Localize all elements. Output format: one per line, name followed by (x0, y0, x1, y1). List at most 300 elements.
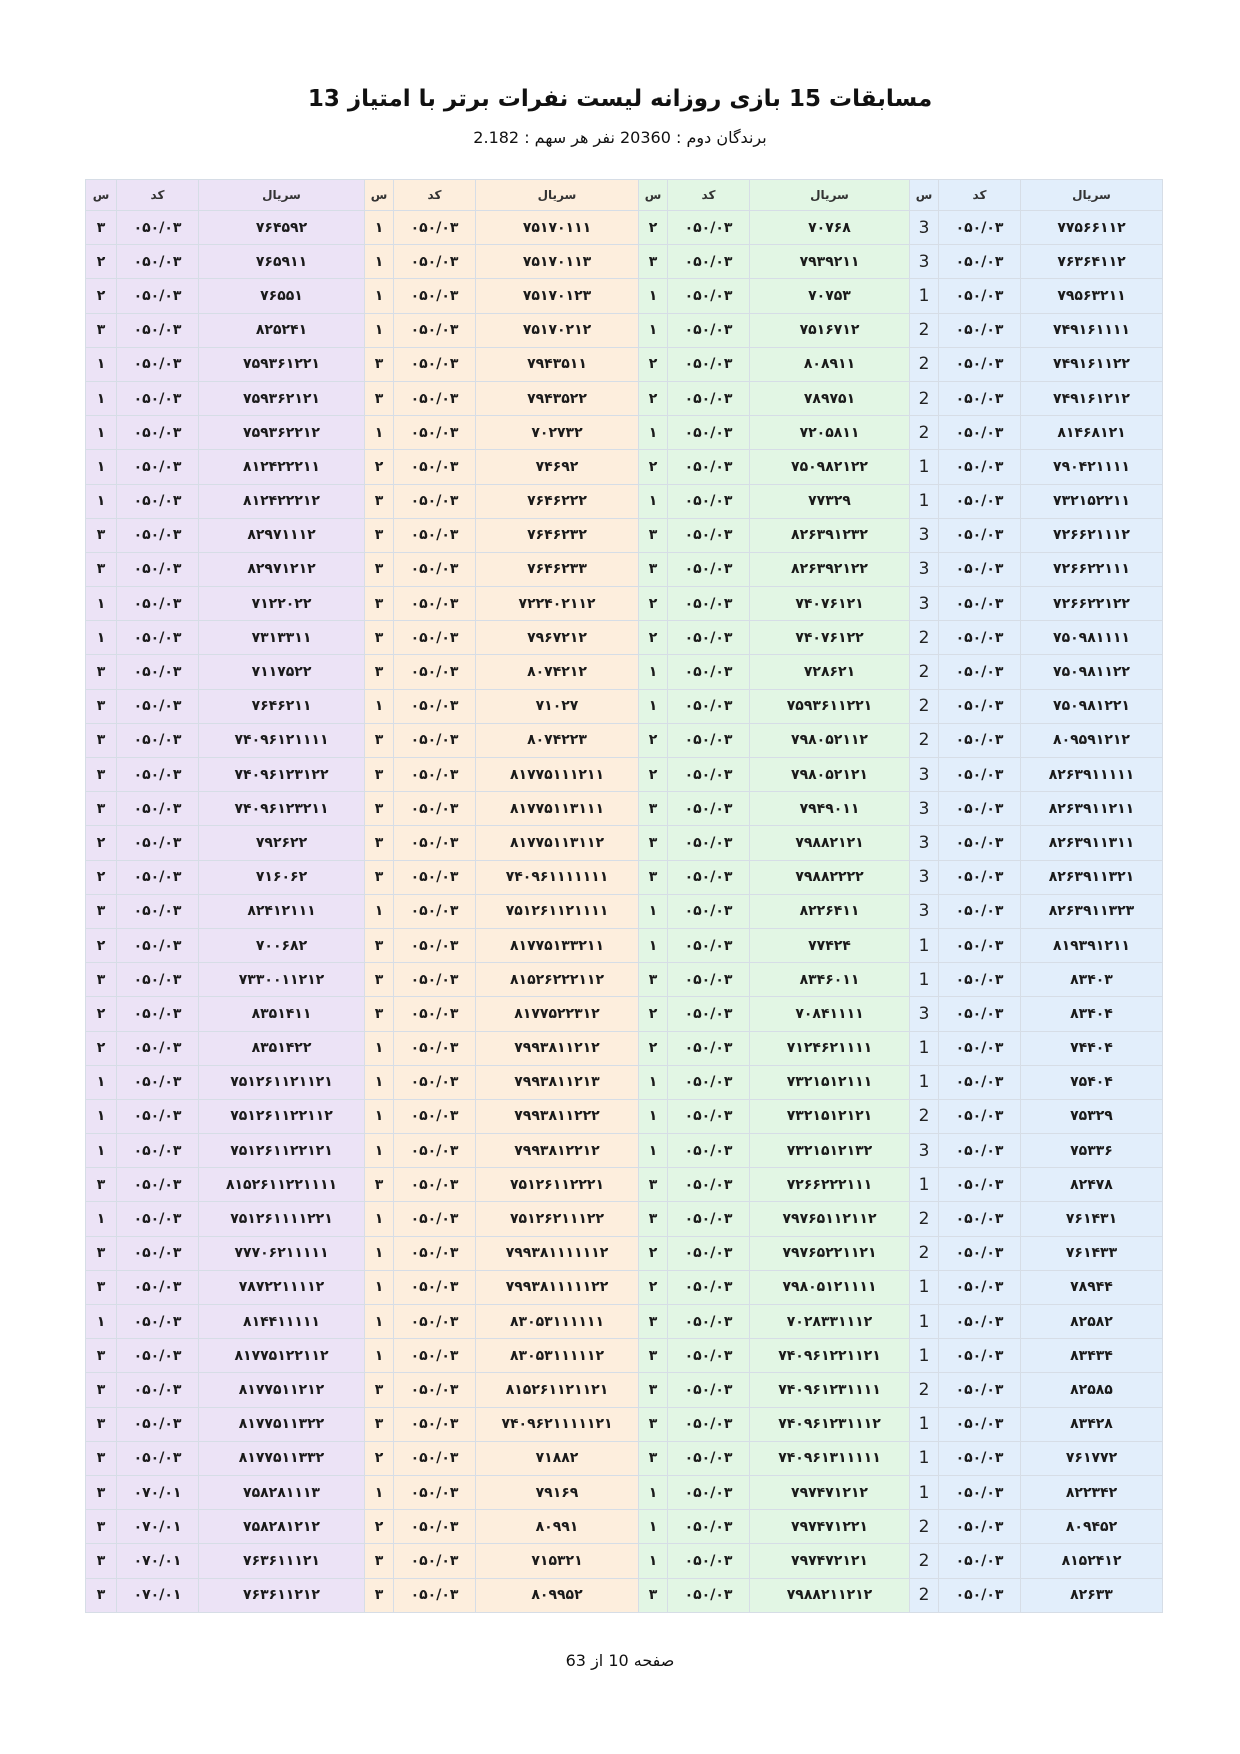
code-cell: ۰۵۰/۰۳ (939, 1544, 1021, 1578)
serial-cell: ۷۷۷۰۶۲۱۱۱۱۱ (199, 1236, 365, 1270)
serial-cell: ۷۵۱۶۷۱۲ (750, 313, 910, 347)
page-number: صفحه 10 از 63 (565, 1651, 675, 1670)
code-cell: ۰۵۰/۰۳ (668, 1305, 750, 1339)
code-cell: ۰۵۰/۰۳ (394, 1305, 476, 1339)
serial-cell: ۷۱۲۴۶۲۱۱۱۱ (750, 1031, 910, 1065)
code-cell: ۰۵۰/۰۳ (394, 1065, 476, 1099)
code-cell: ۰۵۰/۰۳ (939, 484, 1021, 518)
serial-cell: ۸۱۵۲۶۲۲۲۱۱۲ (476, 963, 639, 997)
code-cell: ۰۵۰/۰۳ (394, 1544, 476, 1578)
code-cell: ۰۵۰/۰۳ (394, 245, 476, 279)
code-cell: ۰۵۰/۰۳ (939, 1134, 1021, 1168)
s-cell: ۳ (365, 381, 394, 415)
serial-cell: ۸۱۷۷۵۱۱۳۲۲ (199, 1407, 365, 1441)
table-row (86, 1270, 1163, 1304)
s-cell: 3 (910, 860, 939, 894)
s-cell: ۳ (86, 894, 117, 928)
s-cell: ۱ (86, 1305, 117, 1339)
s-cell: ۳ (86, 1236, 117, 1270)
s-cell: ۱ (86, 416, 117, 450)
page-title: مسابقات 15 بازی روزانه لیست نفرات برتر با امتیاز 13 (307, 86, 933, 112)
serial-cell: ۸۲۶۳۹۱۱۲۱۱ (1021, 792, 1163, 826)
serial-cell: ۸۲۶۳۳ (1021, 1578, 1163, 1612)
code-cell: ۰۵۰/۰۳ (117, 1407, 199, 1441)
table-row (86, 1373, 1163, 1407)
serial-cell: ۷۴۰۹۶۱۲۳۱۲۲ (199, 758, 365, 792)
s-cell: ۳ (365, 655, 394, 689)
code-cell: ۰۵۰/۰۳ (117, 416, 199, 450)
code-cell: ۰۵۰/۰۳ (394, 1270, 476, 1304)
s-cell: ۳ (86, 1441, 117, 1475)
code-cell: ۰۵۰/۰۳ (394, 484, 476, 518)
serial-cell: ۷۴۰۷۶۱۲۲ (750, 621, 910, 655)
serial-cell: ۷۶۵۵۱ (199, 279, 365, 313)
s-cell: 1 (910, 450, 939, 484)
serial-cell: ۷۶۴۶۲۱۱ (199, 689, 365, 723)
table-row (86, 963, 1163, 997)
code-cell: ۰۵۰/۰۳ (117, 621, 199, 655)
serial-cell: ۷۴۹۱۶۱۱۱۱ (1021, 313, 1163, 347)
code-cell: ۰۵۰/۰۳ (117, 1134, 199, 1168)
code-cell: ۰۵۰/۰۳ (117, 484, 199, 518)
serial-cell: ۷۴۹۱۶۱۱۲۲ (1021, 347, 1163, 381)
serial-cell: ۷۹۹۳۸۱۱۲۱۳ (476, 1065, 639, 1099)
serial-cell: ۷۹۷۶۵۲۲۱۱۲۱ (750, 1236, 910, 1270)
table-row (86, 997, 1163, 1031)
code-cell: ۰۵۰/۰۳ (668, 1339, 750, 1373)
s-cell: 1 (910, 1168, 939, 1202)
s-cell: ۲ (86, 826, 117, 860)
serial-cell: ۷۵۹۳۶۲۲۱۲ (199, 416, 365, 450)
s-cell: ۱ (365, 416, 394, 450)
header-s: س (86, 180, 117, 211)
serial-cell: ۸۰۷۴۲۲۳ (476, 723, 639, 757)
s-cell: ۳ (365, 758, 394, 792)
serial-cell: ۷۹۷۴۷۲۱۲۱ (750, 1544, 910, 1578)
serial-cell: ۷۸۷۲۲۱۱۱۱۲ (199, 1270, 365, 1304)
serial-cell: ۸۱۷۷۵۱۳۳۲۱۱ (476, 928, 639, 962)
s-cell: 2 (910, 347, 939, 381)
table-row (86, 587, 1163, 621)
serial-cell: ۷۵۹۳۶۱۲۲۱ (199, 347, 365, 381)
serial-cell: ۷۴۰۹۶۱۱۱۱۱۱۱ (476, 860, 639, 894)
code-cell: ۰۵۰/۰۳ (668, 450, 750, 484)
code-cell: ۰۵۰/۰۳ (394, 1578, 476, 1612)
s-cell: ۳ (365, 552, 394, 586)
code-cell: ۰۷۰/۰۱ (117, 1544, 199, 1578)
s-cell: ۱ (86, 347, 117, 381)
code-cell: ۰۵۰/۰۳ (394, 1407, 476, 1441)
serial-cell: ۷۰۸۴۱۱۱۱ (750, 997, 910, 1031)
code-cell: ۰۵۰/۰۳ (117, 1441, 199, 1475)
serial-cell: ۷۹۷۴۷۱۲۱۲ (750, 1475, 910, 1509)
code-cell: ۰۵۰/۰۳ (668, 655, 750, 689)
serial-cell: ۷۶۴۶۲۳۲ (476, 518, 639, 552)
serial-cell: ۷۵۱۲۶۱۱۲۲۲۱ (476, 1168, 639, 1202)
serial-cell: ۸۳۴۲۸ (1021, 1407, 1163, 1441)
serial-cell: ۸۱۵۲۶۱۱۲۱۱۲۱ (476, 1373, 639, 1407)
code-cell: ۰۵۰/۰۳ (394, 1441, 476, 1475)
s-cell: ۳ (639, 1441, 668, 1475)
serial-cell: ۷۹۶۷۲۱۲ (476, 621, 639, 655)
code-cell: ۰۵۰/۰۳ (939, 723, 1021, 757)
code-cell: ۰۵۰/۰۳ (939, 792, 1021, 826)
serial-cell: ۸۱۷۷۵۱۱۳۳۲ (199, 1441, 365, 1475)
s-cell: ۳ (639, 792, 668, 826)
s-cell: ۱ (365, 1339, 394, 1373)
serial-cell: ۷۱۶۰۶۲ (199, 860, 365, 894)
serial-cell: ۷۹۰۴۲۱۱۱۱ (1021, 450, 1163, 484)
table-header-row (86, 180, 1163, 211)
code-cell: ۰۵۰/۰۳ (668, 1031, 750, 1065)
code-cell: ۰۵۰/۰۳ (939, 1339, 1021, 1373)
serial-cell: ۸۲۲۳۴۲ (1021, 1475, 1163, 1509)
s-cell: ۳ (639, 1202, 668, 1236)
s-cell: 2 (910, 1236, 939, 1270)
code-cell: ۰۵۰/۰۳ (668, 1544, 750, 1578)
s-cell: ۱ (639, 1065, 668, 1099)
code-cell: ۰۵۰/۰۳ (668, 1407, 750, 1441)
s-cell: ۳ (86, 758, 117, 792)
s-cell: ۱ (365, 1065, 394, 1099)
s-cell: ۳ (86, 518, 117, 552)
code-cell: ۰۵۰/۰۳ (117, 758, 199, 792)
table-row (86, 1578, 1163, 1612)
table-row (86, 1407, 1163, 1441)
code-cell: ۰۵۰/۰۳ (117, 860, 199, 894)
serial-cell: ۷۶۱۷۷۲ (1021, 1441, 1163, 1475)
s-cell: ۳ (365, 518, 394, 552)
serial-cell: ۸۱۵۲۶۱۱۲۲۱۱۱۱ (199, 1168, 365, 1202)
header-code: کد (117, 180, 199, 211)
s-cell: 2 (910, 689, 939, 723)
code-cell: ۰۵۰/۰۳ (668, 1065, 750, 1099)
s-cell: ۲ (639, 758, 668, 792)
s-cell: ۳ (365, 621, 394, 655)
s-cell: ۱ (365, 1202, 394, 1236)
code-cell: ۰۵۰/۰۳ (939, 1305, 1021, 1339)
s-cell: ۳ (365, 347, 394, 381)
s-cell: 3 (910, 826, 939, 860)
serial-cell: ۸۱۷۷۵۲۲۳۱۲ (476, 997, 639, 1031)
serial-cell: ۷۵۹۳۶۱۱۲۲۱ (750, 689, 910, 723)
s-cell: ۳ (86, 1544, 117, 1578)
s-cell: ۳ (86, 723, 117, 757)
code-cell: ۰۵۰/۰۳ (939, 758, 1021, 792)
s-cell: ۱ (365, 1236, 394, 1270)
s-cell: ۳ (639, 552, 668, 586)
table-row (86, 518, 1163, 552)
code-cell: ۰۵۰/۰۳ (394, 1236, 476, 1270)
serial-cell: ۷۹۹۳۸۱۱۱۱۱۱۲ (476, 1236, 639, 1270)
s-cell: 2 (910, 1202, 939, 1236)
code-cell: ۰۵۰/۰۳ (394, 381, 476, 415)
serial-cell: ۸۳۰۵۳۱۱۱۱۱۱ (476, 1305, 639, 1339)
code-cell: ۰۵۰/۰۳ (394, 621, 476, 655)
s-cell: ۳ (639, 1305, 668, 1339)
table-row (86, 758, 1163, 792)
table-row (86, 279, 1163, 313)
serial-cell: ۷۰۷۶۸ (750, 211, 910, 245)
code-cell: ۰۵۰/۰۳ (668, 1270, 750, 1304)
serial-cell: ۷۲۶۶۲۲۱۱۱ (1021, 552, 1163, 586)
s-cell: ۱ (86, 1065, 117, 1099)
code-cell: ۰۵۰/۰۳ (939, 621, 1021, 655)
s-cell: ۳ (365, 723, 394, 757)
code-cell: ۰۵۰/۰۳ (668, 963, 750, 997)
s-cell: ۳ (639, 1407, 668, 1441)
table-row (86, 792, 1163, 826)
code-cell: ۰۵۰/۰۳ (668, 894, 750, 928)
serial-cell: ۷۴۹۱۶۱۲۱۲ (1021, 381, 1163, 415)
s-cell: ۱ (639, 484, 668, 518)
serial-cell: ۷۵۱۷۰۲۱۲ (476, 313, 639, 347)
serial-cell: ۷۵۸۲۸۱۲۱۲ (199, 1510, 365, 1544)
code-cell: ۰۵۰/۰۳ (117, 928, 199, 962)
code-cell: ۰۵۰/۰۳ (939, 689, 1021, 723)
code-cell: ۰۵۰/۰۳ (668, 928, 750, 962)
serial-cell: ۷۵۱۲۶۱۱۱۱۲۲۱ (199, 1202, 365, 1236)
s-cell: ۲ (639, 1236, 668, 1270)
s-cell: 1 (910, 963, 939, 997)
s-cell: ۱ (86, 621, 117, 655)
s-cell: ۳ (86, 1339, 117, 1373)
serial-cell: ۷۹۴۹۰۱۱ (750, 792, 910, 826)
s-cell: ۲ (86, 928, 117, 962)
s-cell: 3 (910, 758, 939, 792)
serial-cell: ۸۱۷۷۵۱۱۱۲۱۱ (476, 758, 639, 792)
serial-cell: ۷۴۰۹۶۱۲۲۱۱۲۱ (750, 1339, 910, 1373)
serial-cell: ۷۵۳۲۹ (1021, 1099, 1163, 1133)
serial-cell: ۸۲۶۳۹۱۱۱۱۱ (1021, 758, 1163, 792)
table-row (86, 1202, 1163, 1236)
table-row (86, 381, 1163, 415)
s-cell: ۱ (639, 1099, 668, 1133)
serial-cell: ۷۹۸۰۵۲۱۱۲ (750, 723, 910, 757)
code-cell: ۰۵۰/۰۳ (668, 1168, 750, 1202)
s-cell: ۳ (86, 1168, 117, 1202)
code-cell: ۰۷۰/۰۱ (117, 1475, 199, 1509)
code-cell: ۰۵۰/۰۳ (668, 313, 750, 347)
serial-cell: ۸۲۴۱۲۱۱۱ (199, 894, 365, 928)
s-cell: ۳ (86, 963, 117, 997)
code-cell: ۰۵۰/۰۳ (939, 1441, 1021, 1475)
code-cell: ۰۵۰/۰۳ (394, 450, 476, 484)
serial-cell: ۷۵۱۲۶۲۱۱۱۲۲ (476, 1202, 639, 1236)
code-cell: ۰۵۰/۰۳ (117, 450, 199, 484)
table-row (86, 1510, 1163, 1544)
s-cell: 1 (910, 1065, 939, 1099)
table-row (86, 450, 1163, 484)
code-cell: ۰۵۰/۰۳ (394, 792, 476, 826)
code-cell: ۰۵۰/۰۳ (668, 792, 750, 826)
code-cell: ۰۵۰/۰۳ (668, 552, 750, 586)
serial-cell: ۷۱۵۳۲۱ (476, 1544, 639, 1578)
s-cell: ۳ (365, 928, 394, 962)
s-cell: ۳ (639, 518, 668, 552)
s-cell: ۳ (365, 792, 394, 826)
code-cell: ۰۵۰/۰۳ (394, 689, 476, 723)
serial-cell: ۷۶۱۴۳۳ (1021, 1236, 1163, 1270)
s-cell: ۲ (639, 587, 668, 621)
serial-cell: ۸۰۷۴۲۱۲ (476, 655, 639, 689)
serial-cell: ۷۹۵۶۳۲۱۱ (1021, 279, 1163, 313)
serial-cell: ۷۶۵۹۱۱ (199, 245, 365, 279)
code-cell: ۰۵۰/۰۳ (939, 826, 1021, 860)
serial-cell: ۸۱۷۷۵۱۱۲۱۲ (199, 1373, 365, 1407)
table-row (86, 1099, 1163, 1133)
s-cell: 3 (910, 1134, 939, 1168)
serial-cell: ۷۵۴۰۴ (1021, 1065, 1163, 1099)
s-cell: 3 (910, 587, 939, 621)
s-cell: 2 (910, 1578, 939, 1612)
code-cell: ۰۵۰/۰۳ (117, 552, 199, 586)
s-cell: ۳ (365, 826, 394, 860)
s-cell: ۱ (365, 1305, 394, 1339)
serial-cell: ۷۷۳۲۹ (750, 484, 910, 518)
s-cell: ۲ (86, 279, 117, 313)
s-cell: ۱ (365, 1099, 394, 1133)
serial-cell: ۷۴۰۷۶۱۲۱ (750, 587, 910, 621)
s-cell: 3 (910, 211, 939, 245)
s-cell: ۳ (86, 1475, 117, 1509)
s-cell: ۲ (365, 450, 394, 484)
code-cell: ۰۵۰/۰۳ (668, 211, 750, 245)
code-cell: ۰۵۰/۰۳ (668, 1236, 750, 1270)
table-row (86, 313, 1163, 347)
s-cell: 2 (910, 1510, 939, 1544)
code-cell: ۰۵۰/۰۳ (939, 416, 1021, 450)
s-cell: ۳ (86, 313, 117, 347)
table-row (86, 689, 1163, 723)
serial-cell: ۸۱۴۴۱۱۱۱۱ (199, 1305, 365, 1339)
serial-cell: ۷۰۲۸۳۳۱۱۱۲ (750, 1305, 910, 1339)
s-cell: ۲ (639, 1031, 668, 1065)
s-cell: ۳ (86, 211, 117, 245)
serial-cell: ۸۲۵۸۲ (1021, 1305, 1163, 1339)
serial-cell: ۸۱۵۲۴۱۲ (1021, 1544, 1163, 1578)
code-cell: ۰۵۰/۰۳ (939, 1031, 1021, 1065)
s-cell: ۱ (365, 1270, 394, 1304)
code-cell: ۰۵۰/۰۳ (939, 1236, 1021, 1270)
code-cell: ۰۵۰/۰۳ (117, 1373, 199, 1407)
code-cell: ۰۵۰/۰۳ (668, 1373, 750, 1407)
s-cell: ۱ (86, 484, 117, 518)
code-cell: ۰۵۰/۰۳ (939, 655, 1021, 689)
code-cell: ۰۵۰/۰۳ (668, 1099, 750, 1133)
table-body (86, 211, 1163, 1613)
code-cell: ۰۵۰/۰۳ (668, 997, 750, 1031)
s-cell: ۲ (639, 450, 668, 484)
serial-cell: ۷۹۴۳۵۲۲ (476, 381, 639, 415)
code-cell: ۰۵۰/۰۳ (117, 826, 199, 860)
code-cell: ۰۵۰/۰۳ (668, 860, 750, 894)
code-cell: ۰۵۰/۰۳ (394, 552, 476, 586)
serial-cell: ۸۲۴۷۸ (1021, 1168, 1163, 1202)
code-cell: ۰۵۰/۰۳ (939, 313, 1021, 347)
serial-cell: ۷۷۴۲۴ (750, 928, 910, 962)
s-cell: 1 (910, 1270, 939, 1304)
code-cell: ۰۵۰/۰۳ (117, 689, 199, 723)
table-row (86, 484, 1163, 518)
code-cell: ۰۵۰/۰۳ (394, 997, 476, 1031)
s-cell: 2 (910, 416, 939, 450)
code-cell: ۰۵۰/۰۳ (939, 997, 1021, 1031)
s-cell: ۳ (365, 1544, 394, 1578)
table-row (86, 723, 1163, 757)
s-cell: 3 (910, 792, 939, 826)
serial-cell: ۷۹۱۶۹ (476, 1475, 639, 1509)
serial-cell: ۷۴۶۹۲ (476, 450, 639, 484)
serial-cell: ۸۱۴۶۸۱۲۱ (1021, 416, 1163, 450)
serial-cell: ۷۶۳۶۱۱۱۲۱ (199, 1544, 365, 1578)
s-cell: ۳ (365, 1168, 394, 1202)
s-cell: ۳ (86, 1510, 117, 1544)
code-cell: ۰۵۰/۰۳ (117, 1270, 199, 1304)
code-cell: ۰۵۰/۰۳ (668, 689, 750, 723)
s-cell: 1 (910, 279, 939, 313)
code-cell: ۰۵۰/۰۳ (117, 587, 199, 621)
s-cell: ۳ (639, 963, 668, 997)
code-cell: ۰۵۰/۰۳ (117, 1236, 199, 1270)
serial-cell: ۷۲۸۶۲۱ (750, 655, 910, 689)
code-cell: ۰۵۰/۰۳ (117, 381, 199, 415)
table-row (86, 347, 1163, 381)
s-cell: ۳ (86, 655, 117, 689)
s-cell: ۱ (86, 1134, 117, 1168)
s-cell: ۳ (86, 552, 117, 586)
code-cell: ۰۵۰/۰۳ (394, 313, 476, 347)
s-cell: ۳ (86, 1373, 117, 1407)
s-cell: 1 (910, 484, 939, 518)
header-serial: سریال (1021, 180, 1163, 211)
s-cell: ۳ (365, 997, 394, 1031)
code-cell: ۰۵۰/۰۳ (394, 894, 476, 928)
code-cell: ۰۵۰/۰۳ (939, 1065, 1021, 1099)
code-cell: ۰۵۰/۰۳ (668, 621, 750, 655)
s-cell: ۱ (86, 1099, 117, 1133)
s-cell: 3 (910, 894, 939, 928)
s-cell: ۱ (365, 689, 394, 723)
s-cell: ۲ (639, 621, 668, 655)
serial-cell: ۷۲۶۶۲۲۲۱۱۱ (750, 1168, 910, 1202)
s-cell: ۲ (86, 997, 117, 1031)
serial-cell: ۷۲۶۶۲۲۱۲۲ (1021, 587, 1163, 621)
s-cell: 3 (910, 997, 939, 1031)
s-cell: ۱ (86, 381, 117, 415)
s-cell: ۲ (86, 860, 117, 894)
serial-cell: ۸۲۶۳۹۱۱۳۲۱ (1021, 860, 1163, 894)
serial-cell: ۷۵۱۲۶۱۱۲۲۱۱۲ (199, 1099, 365, 1133)
serial-cell: ۷۳۱۳۳۱۱ (199, 621, 365, 655)
serial-cell: ۷۳۲۱۵۱۲۱۲۱ (750, 1099, 910, 1133)
code-cell: ۰۵۰/۰۳ (117, 347, 199, 381)
code-cell: ۰۵۰/۰۳ (939, 279, 1021, 313)
code-cell: ۰۵۰/۰۳ (939, 347, 1021, 381)
serial-cell: ۷۲۲۴۰۲۱۱۲ (476, 587, 639, 621)
header-code: کد (668, 180, 750, 211)
s-cell: ۲ (365, 1510, 394, 1544)
s-cell: ۲ (639, 347, 668, 381)
code-cell: ۰۵۰/۰۳ (394, 1339, 476, 1373)
table-row (86, 1544, 1163, 1578)
code-cell: ۰۵۰/۰۳ (394, 1510, 476, 1544)
code-cell: ۰۵۰/۰۳ (117, 211, 199, 245)
s-cell: ۳ (86, 1578, 117, 1612)
s-cell: ۲ (86, 245, 117, 279)
code-cell: ۰۵۰/۰۳ (939, 587, 1021, 621)
code-cell: ۰۵۰/۰۳ (939, 1270, 1021, 1304)
